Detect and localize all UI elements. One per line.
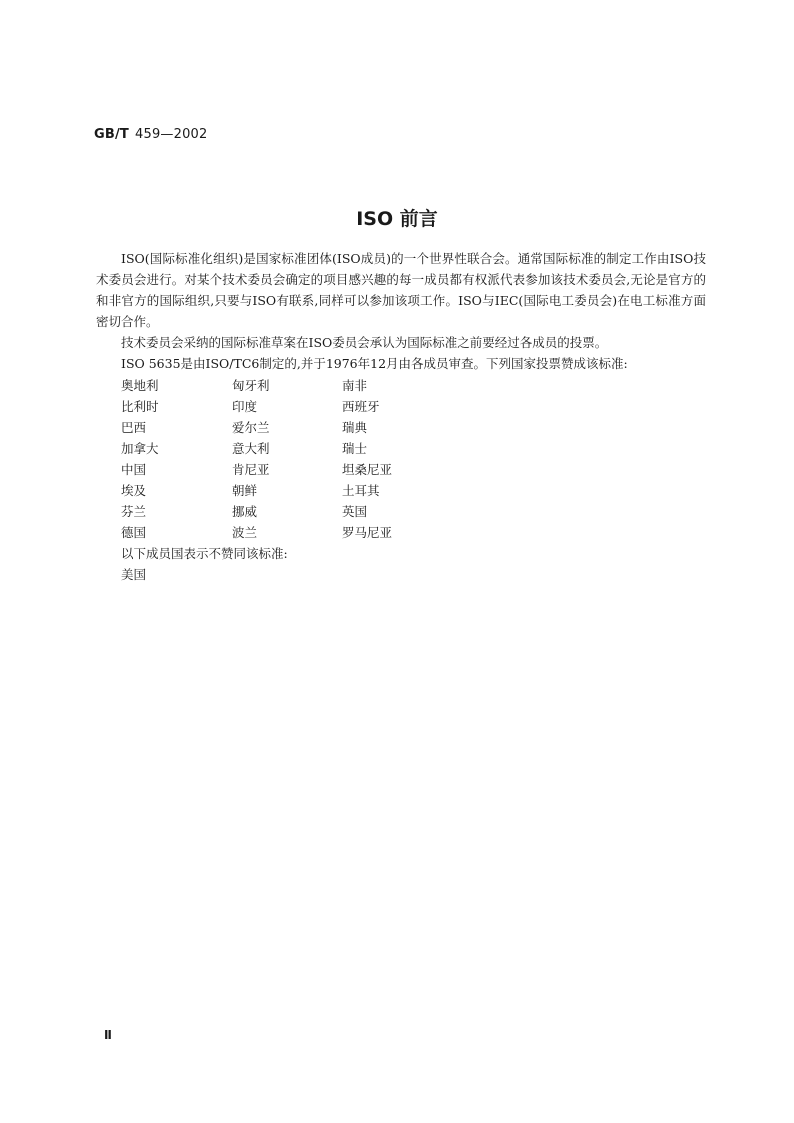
disapproval-section [121,543,288,585]
country-row [121,396,462,417]
country-name: 匈牙利 [232,378,270,393]
country-name: 德国 [121,525,147,540]
country-name: 肯尼亚 [232,462,270,477]
paragraph-iso-5635: ISO 5635是由ISO/TC6制定的,并于1976年12月由各成员审查。下列国家投票赞成该标准: [121,356,628,371]
country-name: 西班牙 [342,399,380,414]
paragraph-voting: 技术委员会采纳的国际标准草案在ISO委员会承认为国际标准之前要经过各成员的投票。 [121,335,608,350]
country-name: 波兰 [232,525,258,540]
country-row [121,417,462,438]
country-name: 加拿大 [121,441,159,456]
disapproval-label: 以下成员国表示不赞同该标准: [121,546,288,561]
foreword-body [96,248,706,374]
page-title: ISO 前言 [356,208,438,230]
country-name: 罗马尼亚 [342,525,393,540]
country-name: 比利时 [121,399,159,414]
country-row [121,438,462,459]
country-name: 中国 [121,462,147,477]
country-name: 奥地利 [121,378,159,393]
country-row [121,375,462,396]
standard-code: GB/T [94,127,129,142]
country-name: 爱尔兰 [232,420,270,435]
document-header [94,127,208,142]
country-row [121,501,462,522]
country-name: 美国 [121,567,147,582]
page-number: Ⅱ [104,1028,112,1042]
country-name: 瑞典 [342,420,368,435]
country-name: 南非 [342,378,368,393]
country-name: 埃及 [121,483,147,498]
country-name: 意大利 [232,441,270,456]
country-name: 土耳其 [342,483,380,498]
country-row [121,459,462,480]
country-name: 印度 [232,399,258,414]
approving-countries-list [121,375,462,543]
country-name: 坦桑尼亚 [342,462,393,477]
country-row [121,522,462,543]
country-name: 英国 [342,504,368,519]
country-name: 芬兰 [121,504,147,519]
paragraph-iso-intro: ISO(国际标准化组织)是国家标准团体(ISO成员)的一个世界性联合会。通常国际标准的制定工作由ISO技术委员会进行。对某个技术委员会确定的项目感兴趣的每一成员都有权派代表参加该技术委员会,无论是官方的和非官方的国际组织,只要与ISO有联系,同样可以参加该项工作。ISO与IEC(国际电工委员会)在电工标准方面密切合作。 [96,251,706,329]
country-row [121,480,462,501]
country-name: 挪威 [232,504,258,519]
standard-number: 459—2002 [135,127,208,142]
country-name: 朝鲜 [232,483,258,498]
country-name: 瑞士 [342,441,368,456]
country-name: 巴西 [121,420,147,435]
